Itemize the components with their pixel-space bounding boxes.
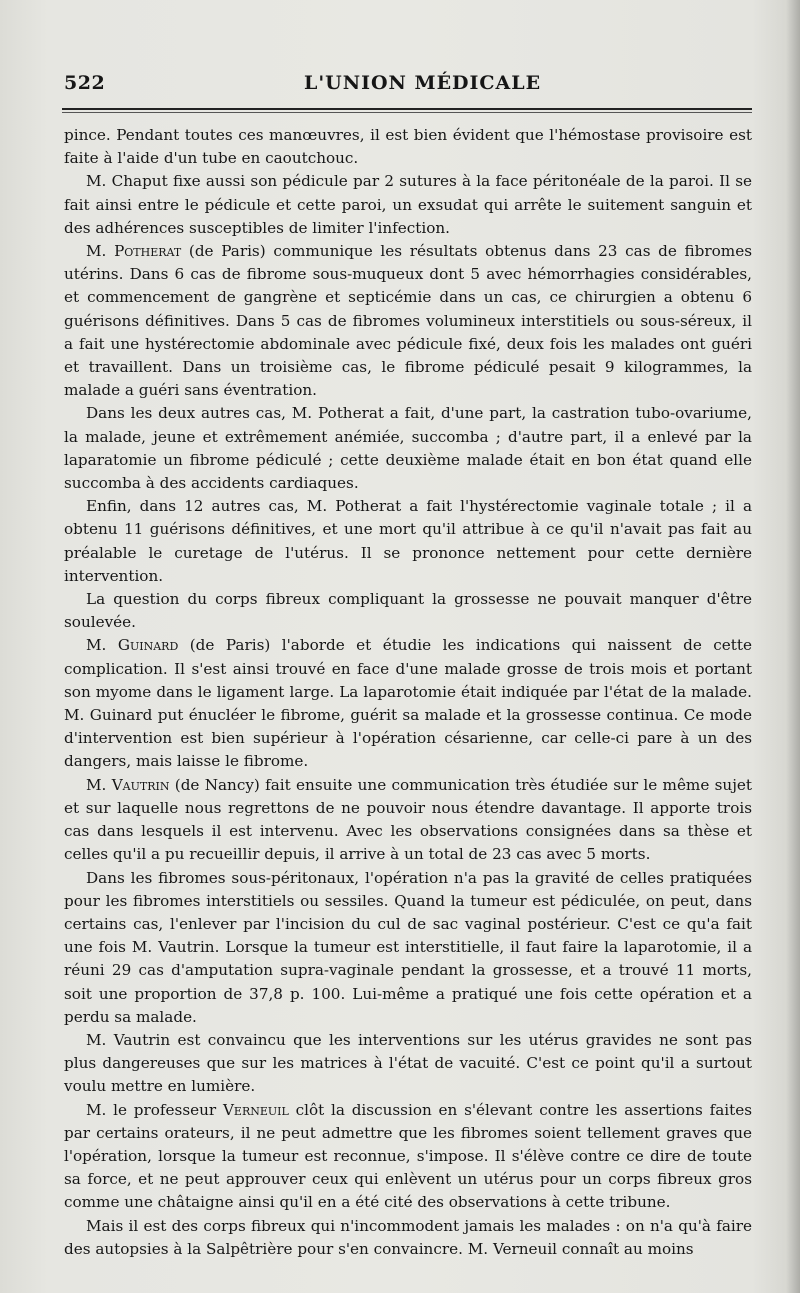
paragraph-6: La question du corps fibreux compliquant la grossesse ne pouvait manquer d'être soulevée.: [64, 590, 752, 632]
paragraph-2: M. Chaput fixe aussi son pédicule par 2 sutures à la face péritonéale de la paroi. Il se fait ainsi entre le pédicule et cette paroi, un exsudat qui arrête le suitement sanguin et des adhérences susceptibles de limiter l'infection.: [64, 172, 752, 237]
header-rule-thin: [62, 112, 752, 113]
author-name: Vautrin: [111, 775, 170, 794]
paragraph-1: pince. Pendant toutes ces manœuvres, il est bien évident que l'hémostase provisoire est faite à l'aide d'un tube en caoutchouc.: [64, 126, 752, 168]
paragraph-10: M. Vautrin est convaincu que les interventions sur les utérus gravides ne sont pas plus dangereuses que sur les matrices à l'état de vacuité. C'est ce point qu'il a surtout voulu mettre en lumière.: [64, 1030, 752, 1096]
running-title: L'UNION MÉDICALE: [304, 72, 542, 94]
paragraph-5: Enfin, dans 12 autres cas, M. Potherat a fait l'hystérectomie vaginale totale ; il a obtenu 11 guérisons définitives, et une mort qu'il attribue à ce qu'il n'avait pas fait au préalable le curetage de l'utérus. Il se prononce nettement pour cette dernière intervention.: [64, 497, 752, 585]
paragraph-3: M. Potherat (de Paris) communique les résultats obtenus dans 23 cas de fibromes utérins. Dans 6 cas de fibrome sous-muqueux dont 5 avec hémorrhagies considérables, et commencement de gangrène et septicémie dans un cas, ce chirurgien a obtenu 6 guérisons définitives. Dans 5 cas de fibromes volumineux interstitiels ou sous-séreux, il a fait une hystérectomie abdominale avec pédicule fixé, deux fois les malades ont guéri et travaillent. Dans un troisième cas, le fibrome pédiculé pesait 9 kilogrammes, la malade a guéri sans éventration.: [64, 242, 752, 400]
header-rule: [62, 108, 752, 110]
paragraph-7: M. Guinard (de Paris) l'aborde et étudie les indications qui naissent de cette complication. Il s'est ainsi trouvé en face d'une malade grosse de trois mois et portant son myome dans le ligament large. La laparotomie était indiquée par l'état de la malade. M. Guinard put énucléer le fibrome, guérit sa malade et la grossesse continua. Ce mode d'intervention est bien supérieur à l'opération césarienne, car celle-ci pare à un des dangers, mais laisse le fibrome.: [64, 636, 752, 771]
page-edge-shadow: [786, 0, 800, 1293]
article-body: [64, 124, 752, 1261]
paragraph-11: M. le professeur Verneuil clôt la discussion en s'élevant contre les assertions faites par certains orateurs, il ne peut admettre que les fibromes soient tellement graves que l'opération, lorsque la tumeur est reconnue, s'impose. Il s'élève contre ce dire de toute sa force, et ne peut approuver ceux qui enlèvent un utérus pour un corps fibreux gros comme une châtaigne ainsi qu'il en a été cité des observations à cette tribune.: [64, 1100, 752, 1212]
page-number: 522: [64, 72, 106, 94]
page-header: [64, 72, 754, 100]
author-name: Potherat: [114, 242, 182, 261]
paragraph-8: M. Vautrin (de Nancy) fait ensuite une communication très étudiée sur le même sujet et sur laquelle nous regrettons de ne pouvoir nous étendre davantage. Il apporte trois cas dans lesquels il est intervenu. Avec les observations consignées dans sa thèse et celles qu'il a pu recueillir depuis, il arrive à un total de 23 cas avec 5 morts.: [64, 775, 752, 864]
author-name: Guinard: [117, 636, 179, 655]
paragraph-12: Mais il est des corps fibreux qui n'incommodent jamais les malades : on n'a qu'à faire des autopsies à la Salpêtrière pour s'en convaincre. M. Verneuil connaît au moins: [64, 1216, 752, 1258]
author-name: Verneuil: [222, 1100, 289, 1119]
paragraph-4: Dans les deux autres cas, M. Potherat a fait, d'une part, la castration tubo-ovariume, la malade, jeune et extrêmement anémiée, succomba ; d'autre part, il a enlevé par la laparatomie un fibrome pédiculé ; cette deuxième malade était en bon état quand elle succomba à des accidents cardiaques.: [64, 404, 752, 493]
paragraph-9: Dans les fibromes sous-péritonaux, l'opération n'a pas la gravité de celles pratiquées pour les fibromes interstitiels ou sessiles. Quand la tumeur est pédiculée, on peut, dans certains cas, l'enlever par l'incision du cul de sac vaginal postérieur. C'est ce qu'a fait une fois M. Vautrin. Lorsque la tumeur est interstitielle, il faut faire la laparotomie, il a réuni 29 cas d'amputation supra-vaginale pendant la grossesse, et a trouvé 11 morts, soit une proportion de 37,8 p. 100. Lui-même a pratiqué une fois cette opération et a perdu sa malade.: [64, 868, 752, 1026]
